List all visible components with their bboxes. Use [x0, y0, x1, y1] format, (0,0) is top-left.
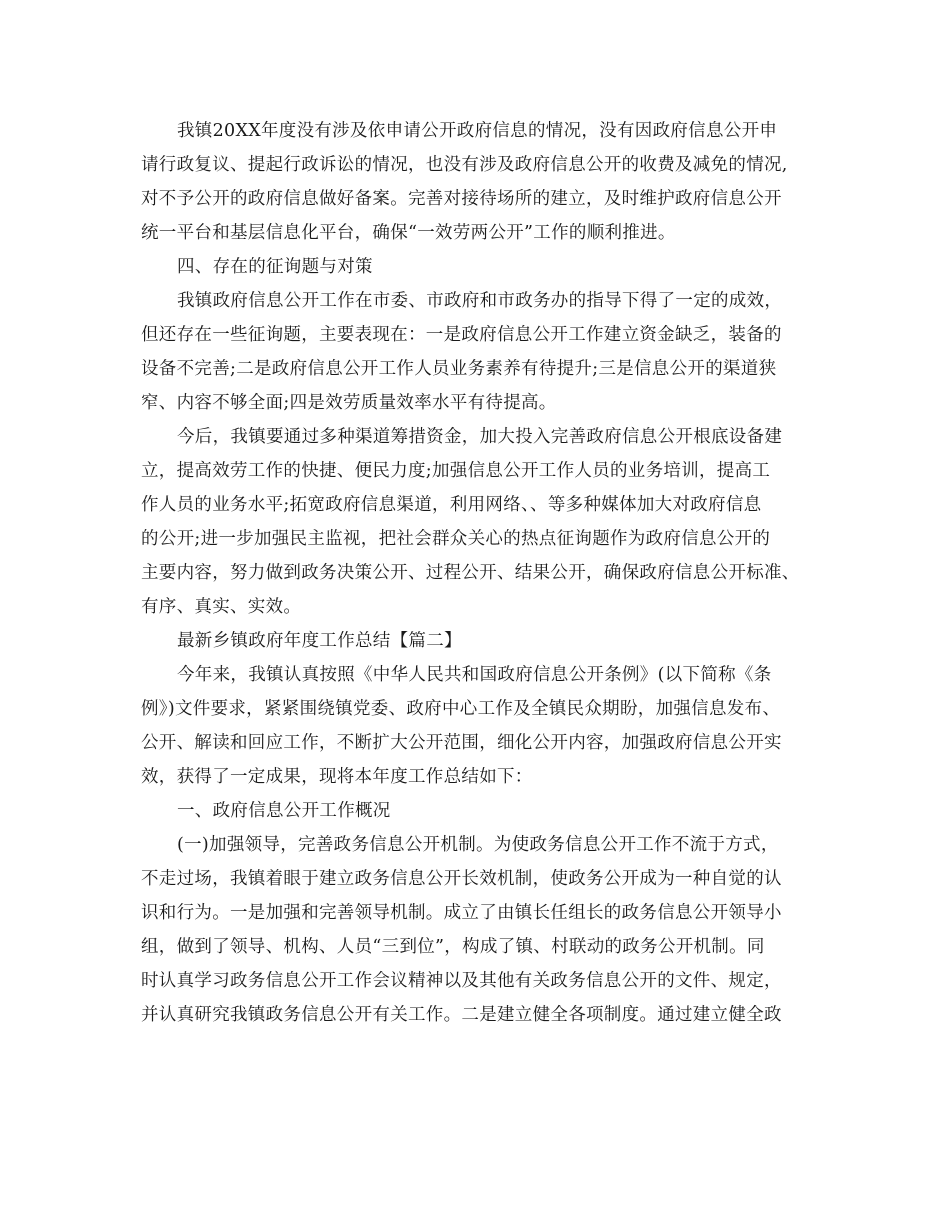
- section-heading: 四、存在的征询题与对策: [177, 257, 373, 277]
- text-line: 效，获得了一定成果，现将本年度工作总结如下：: [141, 767, 533, 787]
- section-heading: 最新乡镇政府年度工作总结【篇二】: [177, 631, 462, 651]
- text-line: 设备不完善;二是政府信息公开工作人员业务素养有待提升;三是信息公开的渠道狭: [141, 359, 777, 379]
- text-line: 主要内容，努力做到政务决策公开、过程公开、结果公开，确保政府信息公开标准、: [141, 563, 800, 583]
- text-line: 并认真研究我镇政务信息公开有关工作。二是建立健全各项制度。通过建立健全政: [141, 1005, 782, 1025]
- text-line: 我镇20XX年度没有涉及依申请公开政府信息的情况，没有因政府信息公开申: [177, 121, 778, 141]
- text-line: 统一平台和基层信息化平台，确保“一效劳两公开”工作的顺利推进。: [141, 223, 676, 243]
- text-line: 请行政复议、提起行政诉讼的情况，也没有涉及政府信息公开的收费及减免的情况,: [141, 155, 788, 175]
- text-line: 今年来，我镇认真按照《中华人民共和国政府信息公开条例》(以下简称《条: [177, 665, 772, 685]
- text-line: 作人员的业务水平;拓宽政府信息渠道，利用网络、、等多种媒体加大对政府信息: [141, 495, 762, 515]
- text-line: 但还存在一些征询题，主要表现在：一是政府信息公开工作建立资金缺乏，装备的: [141, 325, 782, 345]
- text-line: 立，提高效劳工作的快捷、便民力度;加强信息公开工作人员的业务培训，提高工: [141, 461, 771, 481]
- text-line: 识和行为。一是加强和完善领导机制。成立了由镇长任组长的政务信息公开领导小: [141, 903, 782, 923]
- text-line: 窄、内容不够全面;四是效劳质量效率水平有待提高。: [141, 393, 557, 413]
- text-line: 有序、真实、实效。: [141, 597, 302, 617]
- text-line: 不走过场，我镇着眼于建立政务信息公开长效机制，使政务公开成为一种自觉的认: [141, 869, 782, 889]
- text-line: 今后，我镇要通过多种渠道筹措资金，加大投入完善政府信息公开根底设备建: [177, 427, 783, 447]
- section-heading: 一、政府信息公开工作概况: [177, 801, 391, 821]
- text-line: 对不予公开的政府信息做好备案。完善对接待场所的建立，及时维护政府信息公开: [141, 189, 782, 209]
- text-line: 公开、解读和回应工作，不断扩大公开范围，细化公开内容，加强政府信息公开实: [141, 733, 782, 753]
- text-line: (一)加强领导，完善政务信息公开机制。为使政务信息公开工作不流于方式，: [177, 835, 779, 855]
- text-line: 例》)文件要求，紧紧围绕镇党委、政府中心工作及全镇民众期盼，加强信息发布、: [141, 699, 781, 719]
- text-line: 组，做到了领导、机构、人员“三到位”，构成了镇、村联动的政务公开机制。同: [141, 937, 765, 957]
- text-line: 的公开;进一步加强民主监视，把社会群众关心的热点征询题作为政府信息公开的: [141, 529, 771, 549]
- text-line: 时认真学习政务信息公开工作会议精神以及其他有关政务信息公开的文件、规定，: [141, 971, 782, 991]
- text-line: 我镇政府信息公开工作在市委、市政府和市政务办的指导下得了一定的成效，: [177, 291, 783, 311]
